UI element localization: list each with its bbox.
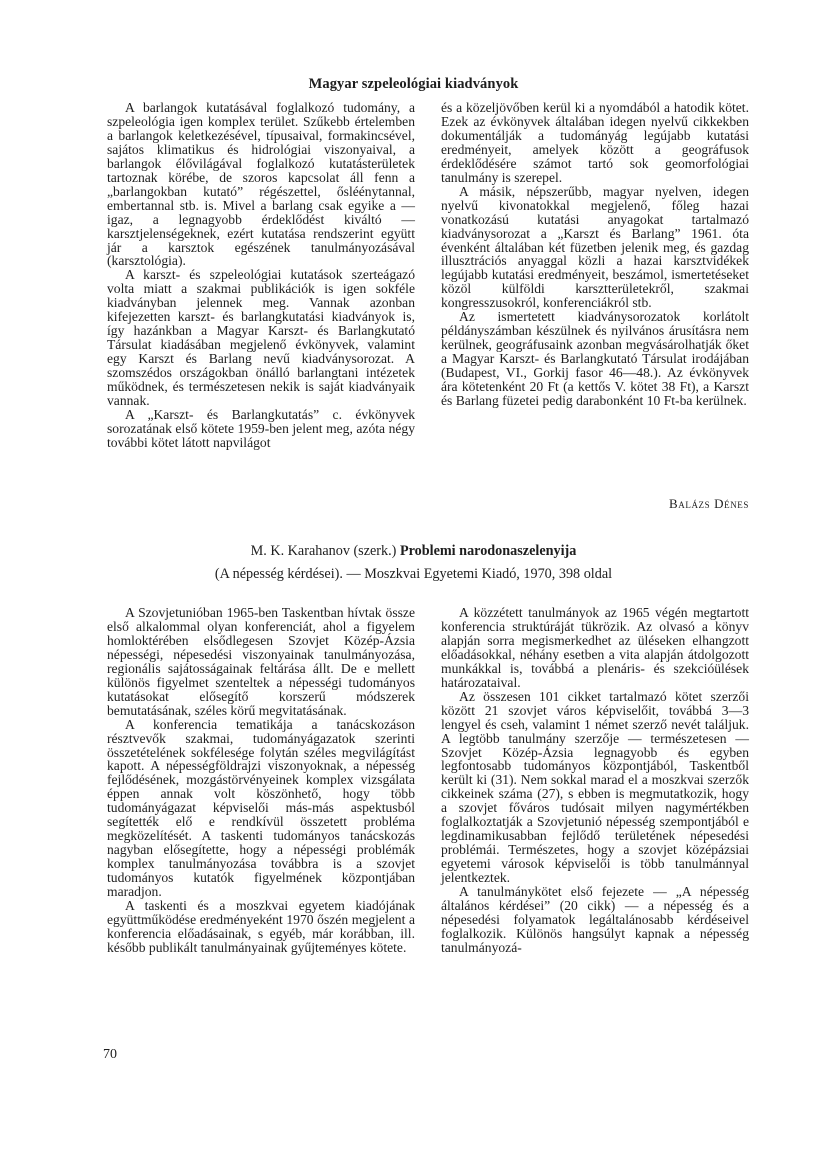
paragraph: A Szovjetunióban 1965-ben Taskentban hívtak össze első alkalommal olyan konferenciát, ahol a figyelem homloktérében elsődlegesen Szovjet Közép-Ázsia népességi, népesedési viszonyainak tanulmányozása, regionális sajátosságainak feltárása állt. De e mellett különös figyelmet szenteltek a népességi tudományos kutatásokat elősegítő korszerű módszerek bemutatásának, széles körű megvitatásának. [107, 605, 415, 718]
page-number: 70 [103, 1047, 117, 1062]
author-signature: Balázs Dénes [668, 496, 749, 511]
paragraph: A közzétett tanulmányok az 1965 végén megtartott konferencia struktúráját tükrözik. Az olvasó a könyv alapján sorra megismerkedhet az üléseken elhangzott előadásokkal, néhány esetben a vita alapján átdolgozott munkákkal is, továbbá a plenáris- és szekcióülések határozataival. [441, 605, 749, 690]
review-title: Problemi narodonaszelenyija [399, 543, 577, 559]
article1-left-column [107, 101, 415, 450]
article1-right-column [441, 101, 749, 408]
review-author: M. K. Karahanov (szerk.) [250, 543, 397, 559]
paragraph: Az összesen 101 cikket tartalmazó kötet szerzői között 21 szovjet város képviselőit, továbbá 3—3 lengyel és cseh, valamint 1 német szerző nevét találjuk. A legtöbb tanulmány szerzője — természetesen — Szovjet Közép-Ázsia legnagyobb és egyben legfontosabb tudományos központjából, Taskentből került ki (31). Nem sokkal marad el a moszkvai szerzők cikkeinek száma (27), s ebben is megmutatkozik, hogy a szovjet főváros tudósait milyen nagymértékben foglalkoztatják a Szovjetunió népesség szempontjából e legdinamikusabban fejlődő területének népesedési problémái. Természetes, hogy a szovjet középázsiai egyetemi városok képviselői is több tanulmánnyal jelentkeztek. [441, 688, 749, 886]
paragraph: A karszt- és szpeleológiai kutatások szerteágazó volta miatt a szakmai publikációk is igen sokféle kiadványban jelennek meg. Vannak azonban kifejezetten karszt- és barlangkutatási kiadványok is, így hazánkban a Magyar Karszt- és Barlangkutató Társulat kiadásában megjelenő évkönyvek, valamint egy Karszt és Barlang nevű kiadványsorozat. A szomszédos országokban önálló barlangtani intézetek működnek, és természetesen nekik is saját kiadványaik vannak. [107, 267, 415, 409]
paragraph: A tanulmánykötet első fejezete — „A népesség általános kérdései” (20 cikk) — a népesség és a népesedési folyamatok legáltalánosabb kérdéseivel foglalkozik. Különös hangsúlyt kapnak a népesség tanulmányozá- [441, 884, 749, 955]
article2-right-column [441, 606, 749, 955]
paragraph: A taskenti és a moszkvai egyetem kiadójának együttműködése eredményeként 1970 őszén megjelent a konferencia előadásainak, s egyéb, már korábban, ill. később publikált tanulmányainak gyűjteményes kötete. [107, 898, 415, 955]
review-bibliography-line1 [0, 543, 827, 560]
paragraph: A „Karszt- és Barlangkutatás” c. évkönyvek sorozatának első kötete 1959-ben jelent meg, azóta négy további kötet látott napvilágot [107, 406, 415, 450]
paragraph: és a közeljövőben kerül ki a nyomdából a hatodik kötet. Ezek az évkönyvek általában idegen nyelvű cikkekben dokumentálják a tudományág legújabb kutatási eredményeit, amelyek között a geográfusok érdeklődésére számot tartó sok geomorfológiai tanulmány is szerepel. [441, 100, 749, 185]
paragraph: A másik, népszerűbb, magyar nyelven, idegen nyelvű kivonatokkal megjelenő, főleg hazai vonatkozású kutatási anyagokat tartalmazó kiadványsorozat a „Karszt és Barlang” 1961. óta évenként általában két füzetben jelenik meg, és gazdag illusztrációs anyaggal közli a hazai karsztvidékek legújabb kutatási eredményeit, beszámol, ismertetéseket közöl külföldi karsztterületekről, szakmai kongresszusokról, konferenciákról stb. [441, 183, 749, 311]
paragraph: Az ismertetett kiadványsorozatok korlátolt példányszámban készülnek és nyilvános árusításra nem kerülnek, geográfusaink azonban megvásárolhatják őket a Magyar Karszt- és Barlangkutató Társulat irodájában (Budapest, VI., Gorkij fasor 46—48.). Az évkönyvek ára kötetenként 20 Ft (a kettős V. kötet 38 Ft), a Karszt és Barlang füzetei pedig darabonként 10 Ft-ba kerülnek. [441, 309, 749, 409]
paragraph: A konferencia tematikája a tanácskozáson résztvevők szakmai, tudományágazatok szerinti összetételének sokfélesége folytán széles megvilágítást kapott. A népességföldrajzi viszonyoknak, a népesség fejlődésének, mozgástörvényeinek komplex vizsgálata éppen annak volt köszönhető, hogy több tudományágazat képviselői más-más aspektusból segítették elő e rendkívül összetett probléma megközelítését. A taskenti tudományos tanácskozás nagyban elősegítette, hogy a népességi problémák komplex tanulmányozása továbbra is a szovjet tudományos kutatók figyelmének központjában maradjon. [107, 716, 415, 900]
section-heading: Magyar szpeleológiai kiadványok [308, 76, 519, 92]
article2-left-column [107, 606, 415, 955]
review-subtitle: (A népesség kérdései). — Moszkvai Egyetemi Kiadó, 1970, 398 oldal [214, 566, 613, 582]
paragraph: A barlangok kutatásával foglalkozó tudomány, a szpeleológia igen komplex terület. Szűkebb értelemben a barlangok keletkezésével, típusaival, formakincsével, sajátos klimatikus és hidrológiai viszonyaival, a barlangok élővilágával foglalkozó kutatásterületek tartoznak körébe, de szoros kapcsolat áll fenn a „barlangokban kutató” régészettel, ősléénytannal, embertannal stb. is. Mivel a barlang csak egyike a — igaz, a legnagyobb érdeklődést kiváltó — karsztjelenségeknek, ezért kutatása rendszerint együtt jár a karsztok egészének tanulmányozásával (karsztológia). [107, 100, 415, 269]
